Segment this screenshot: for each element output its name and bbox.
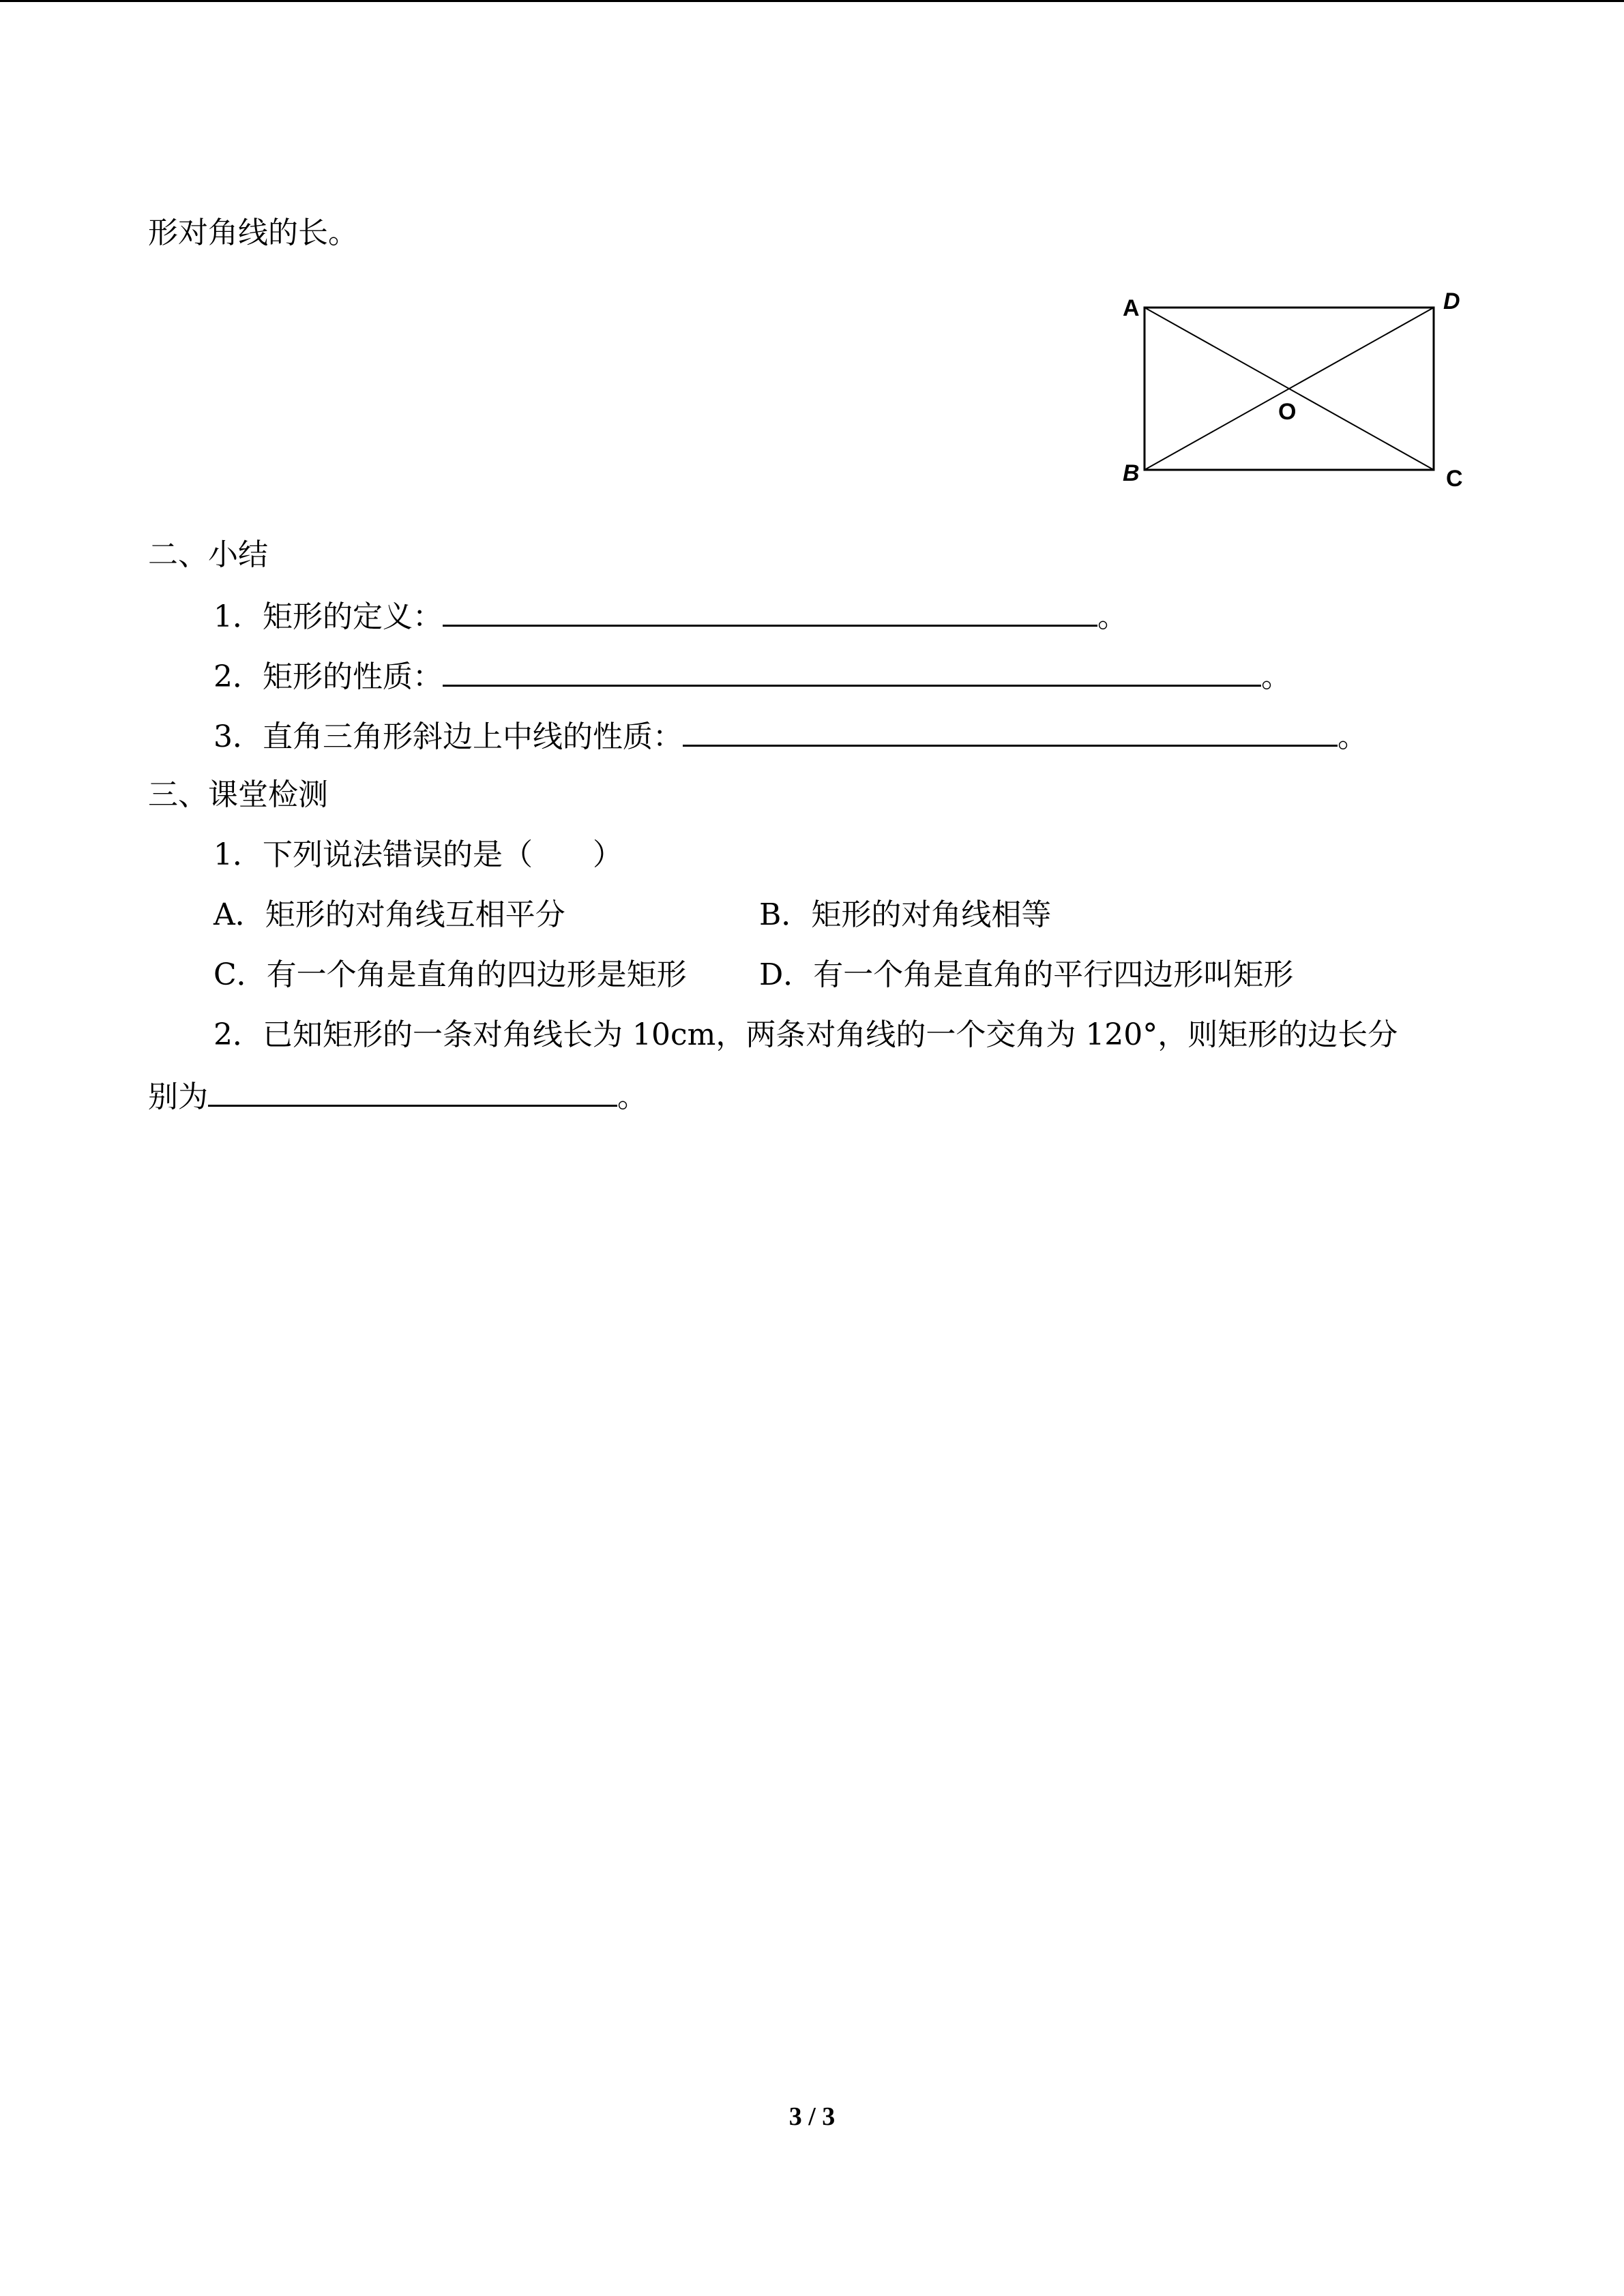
q2-line2 (148, 1075, 647, 1118)
top-border (0, 0, 1624, 2)
page-number: 3 / 3 (788, 2102, 836, 2131)
summary-item-3-end: 。 (1338, 719, 1368, 754)
label-d: D (1443, 288, 1460, 314)
summary-item-3 (213, 715, 1368, 758)
rectangle-diagram (1112, 283, 1473, 501)
intro-text: 形对角线的长。 (148, 215, 358, 250)
summary-item-1-end: 。 (1097, 599, 1127, 634)
test-heading: 三、课堂检测 (148, 777, 328, 812)
q2-answer-blank[interactable] (208, 1075, 617, 1107)
summary-item-3-blank[interactable] (683, 715, 1338, 747)
q2-line2-label: 别为 (148, 1079, 208, 1114)
label-o: O (1278, 399, 1297, 425)
summary-heading: 二、小结 (148, 537, 268, 572)
q1-option-b[interactable]: B．矩形的对角线相等 (759, 897, 1052, 932)
q1-option-a[interactable]: A．矩形的对角线互相平分 (213, 897, 565, 932)
q2-line1: 2．已知矩形的一条对角线长为 10cm，两条对角线的一个交角为 120°，则矩形的边长分 (213, 1017, 1398, 1052)
summary-item-2 (213, 655, 1291, 698)
summary-item-2-end: 。 (1261, 659, 1291, 694)
summary-item-2-blank[interactable] (443, 655, 1261, 687)
label-b: B (1123, 460, 1140, 486)
q1-option-c[interactable]: C．有一个角是直角的四边形是矩形 (213, 957, 687, 992)
label-a: A (1123, 295, 1140, 321)
summary-item-1-blank[interactable] (443, 595, 1097, 627)
summary-item-1 (213, 595, 1127, 638)
label-c: C (1446, 466, 1463, 492)
q1-stem: 1．下列说法错误的是（ ） (213, 837, 623, 872)
q2-end: 。 (617, 1079, 647, 1114)
summary-item-1-label: 1．矩形的定义： (213, 599, 443, 634)
summary-item-3-label: 3．直角三角形斜边上中线的性质： (213, 719, 683, 754)
summary-item-2-label: 2．矩形的性质： (213, 659, 443, 694)
q1-option-d[interactable]: D．有一个角是直角的平行四边形叫矩形 (759, 957, 1294, 992)
